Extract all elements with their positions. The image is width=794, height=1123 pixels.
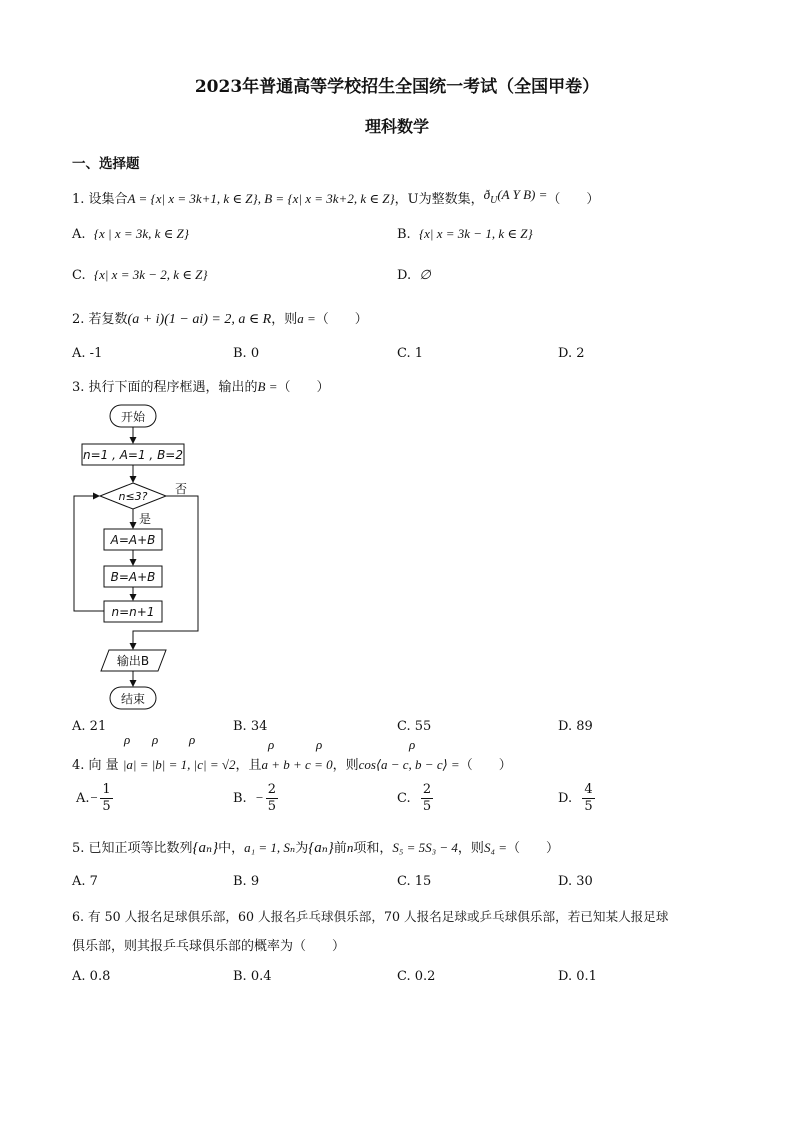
q1-mid: ，U为整数集， [394, 192, 484, 207]
option-label: B. [397, 227, 411, 242]
option-label: B. [233, 346, 247, 361]
q3-option-b [233, 719, 267, 734]
q1-option-d [397, 267, 431, 283]
q1-complement-sub: U [490, 195, 498, 206]
q1-option-a [72, 226, 189, 242]
flow-yes-label: 是 [138, 512, 152, 526]
option-label: D. [558, 969, 573, 984]
q1-option-c [72, 267, 208, 283]
q2-mid: ，则 [271, 312, 298, 327]
q4-prefix: 4. 向 量 [72, 758, 119, 773]
option-text: 21 [89, 719, 107, 734]
option-label: B. [233, 791, 247, 806]
option-label: C. [397, 346, 411, 361]
option-text: 89 [576, 719, 593, 734]
q5-option-d [558, 874, 593, 889]
q6-option-a [72, 969, 110, 984]
option-label: C. [72, 268, 86, 283]
q1-sets: A = {x| x = 3k+1, k ∈ Z}, B = {x| x = 3k+2, k ∈ Z} [127, 191, 395, 206]
option-text: 0.2 [414, 969, 436, 984]
option-text: {x | x = 3k, k ∈ Z} [93, 226, 189, 241]
option-text: 0.8 [89, 969, 111, 984]
flow-init-label: n=1 , A=1 , B=2 [82, 448, 184, 462]
option-label: C. [397, 791, 411, 806]
q6-option-b [233, 969, 272, 984]
q4-arrow-6: ρ [409, 737, 416, 752]
option-text: {x| x = 3k − 2, k ∈ Z} [93, 267, 208, 282]
fraction-denominator: 5 [267, 799, 277, 814]
question-4-stem [72, 754, 512, 773]
option-label: A. [72, 719, 86, 734]
q5-mid: 中， [218, 841, 245, 856]
option-sign: − [254, 790, 264, 805]
option-text: 15 [414, 874, 432, 889]
option-label: D. [558, 874, 573, 889]
option-fraction [421, 782, 433, 815]
q2-paren: （ ） [315, 312, 368, 327]
option-label: A. [72, 227, 86, 242]
section-heading: 一、选择题 [72, 156, 140, 172]
flow-step1-label: A=A+B [110, 533, 156, 547]
q5-mid3: 前 [333, 841, 347, 856]
question-1-stem [72, 188, 599, 207]
option-label: D. [558, 719, 573, 734]
option-text: 34 [250, 719, 268, 734]
fraction-numerator: 1 [102, 782, 111, 797]
flow-output-label: 输出B [116, 654, 150, 668]
q5-mid2: 为 [295, 841, 309, 856]
option-text: 0.1 [576, 969, 597, 984]
q2-option-a [72, 346, 102, 361]
fraction-denominator: 5 [584, 799, 593, 814]
option-label: A. [72, 874, 86, 889]
option-text: 0.4 [250, 969, 272, 984]
option-label: C. [397, 719, 411, 734]
option-label: C. [397, 969, 411, 984]
fraction-numerator: 2 [422, 782, 432, 797]
page-title: 2023年普通高等学校招生全国统一考试（全国甲卷） [194, 77, 600, 97]
q5-seq: {aₙ} [192, 840, 219, 856]
q5-paren: （ ） [506, 841, 559, 856]
q4-mid: ，且 [235, 758, 262, 773]
option-label: C. [397, 874, 411, 889]
flow-cond-label: n≤3? [118, 490, 148, 503]
q4-option-a [76, 782, 115, 815]
q1-complement: ð [483, 187, 491, 202]
q4-arrow-3: ρ [189, 732, 196, 747]
page-subtitle: 理科数学 [364, 117, 429, 136]
option-text: 30 [576, 874, 593, 889]
flowchart [60, 398, 220, 714]
q6-option-c [397, 969, 435, 984]
q4-arrow-5: ρ [316, 737, 323, 752]
q5-n: n [346, 840, 354, 855]
question-6-line-1: 6. 有 50 人报名足球俱乐部，60 人报名乒乓球俱乐部，70 人报名足球或乒乓球俱乐部，若已知某人报足球 [72, 909, 669, 924]
option-text: 1 [414, 346, 424, 361]
option-label: D. [558, 791, 573, 806]
option-label: A. [72, 969, 86, 984]
option-label: A. [72, 346, 86, 361]
flow-step2-label: B=A+B [110, 570, 156, 584]
q5-mid5: ，则 [457, 841, 484, 856]
option-text: 55 [414, 719, 432, 734]
q4-arrow-2: ρ [152, 732, 159, 747]
q1-expr-tail: (A Y B) = [497, 187, 548, 202]
q3-text: 3. 执行下面的程序框遇，输出的 [72, 380, 258, 395]
q4-expr2: a + b + c = 0 [261, 757, 333, 772]
q1-prefix: 1. 设集合 [72, 192, 128, 207]
q4-option-c [397, 782, 435, 815]
option-label: B. [233, 874, 247, 889]
option-sign: − [89, 790, 99, 805]
option-fraction [582, 782, 594, 815]
option-text: 2 [576, 346, 585, 361]
q4-arrow-1: ρ [124, 732, 131, 747]
q5-prefix: 5. 已知正项等比数列 [72, 841, 193, 856]
q5-expr2: S₅ = 5S₃ − 4 [392, 840, 458, 855]
option-label: D. [397, 268, 412, 283]
q4-paren: （ ） [459, 758, 512, 773]
fraction-numerator: 4 [584, 782, 593, 797]
option-label: D. [558, 346, 573, 361]
question-3-stem [72, 376, 330, 395]
flow-step3-label: n=n+1 [111, 605, 155, 619]
question-2-stem [72, 308, 368, 328]
q2-prefix: 2. 若复数 [72, 312, 128, 327]
q2-option-c [397, 346, 423, 361]
q4-option-b [233, 782, 280, 815]
q4-arrow-4: ρ [268, 737, 275, 752]
option-label: B. [233, 969, 247, 984]
q4-mid2: ，则 [332, 758, 359, 773]
q4-expr1: |a| = |b| = 1, |c| = √2 [122, 757, 236, 772]
option-text: ∅ [419, 267, 431, 282]
option-text: {x| x = 3k − 1, k ∈ Z} [418, 226, 533, 241]
option-text: 7 [89, 874, 98, 889]
option-text: 9 [250, 874, 260, 889]
q2-option-b [233, 346, 259, 361]
option-text: 0 [250, 346, 260, 361]
question-6-line-2: 俱乐部，则其报乒乓球俱乐部的概率为（ ） [72, 939, 346, 954]
flow-no-label: 否 [174, 482, 188, 496]
q5-option-a [72, 874, 98, 889]
option-label: A. [76, 791, 90, 806]
q3-paren: （ ） [277, 380, 330, 395]
q5-option-c [397, 874, 431, 889]
q4-option-d [558, 782, 597, 815]
q5-expr1: a₁ = 1, Sₙ [244, 840, 296, 855]
q5-expr3: S₄ = [483, 840, 507, 855]
q5-option-b [233, 874, 259, 889]
flow-end-label: 结束 [120, 692, 146, 706]
option-text: -1 [89, 346, 103, 361]
option-label: B. [233, 719, 247, 734]
q4-expr3: cos⟨a − c, b − c⟩ = [358, 757, 460, 772]
fraction-numerator: 2 [267, 782, 277, 797]
q3-option-d [558, 719, 593, 734]
q2-option-d [558, 346, 585, 361]
q3-var: B = [257, 379, 278, 394]
q1-paren: （ ） [547, 192, 600, 207]
q3-option-c [397, 719, 431, 734]
q6-option-d [558, 969, 597, 984]
fraction-denominator: 5 [422, 799, 432, 814]
q2-expr: (a + i)(1 − ai) = 2, a ∈ R [127, 312, 272, 327]
question-5-stem [72, 837, 559, 857]
option-fraction [266, 782, 278, 815]
q1-option-b [397, 226, 533, 242]
q5-seq2: {aₙ} [308, 840, 334, 856]
fraction-denominator: 5 [102, 799, 111, 814]
option-fraction [100, 782, 112, 815]
q3-option-a [72, 719, 106, 734]
flow-start-label: 开始 [120, 410, 146, 424]
q2-var: a = [297, 311, 316, 326]
q5-mid4: 项和， [353, 841, 393, 856]
